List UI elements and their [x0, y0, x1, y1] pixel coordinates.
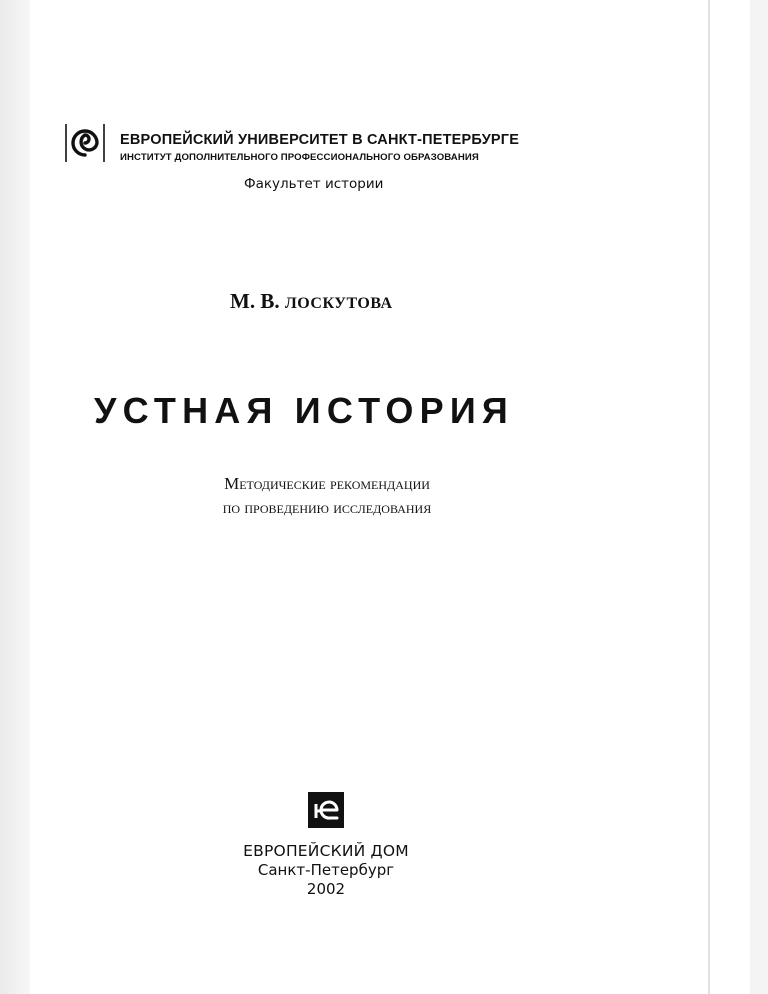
publisher-logo-icon [308, 792, 344, 828]
publisher-block [230, 842, 422, 899]
book-subtitle [187, 472, 467, 520]
author-initials: М. В. [230, 289, 280, 313]
page-edge-shadow [0, 0, 30, 994]
publication-year: 2002 [306, 880, 346, 898]
institute-name: ИНСТИТУТ ДОПОЛНИТЕЛЬНОГО ПРОФЕССИОНАЛЬНОГО ОБРАЗОВАНИЯ [120, 152, 479, 163]
faculty-name: Факультет истории [244, 176, 384, 192]
publisher-city: Санкт-Петербург [257, 861, 395, 879]
page-gutter-line [708, 0, 710, 994]
subtitle-line-1: Методические рекомендации [224, 474, 430, 493]
book-title: УСТНАЯ ИСТОРИЯ [94, 390, 514, 431]
author-name [230, 289, 393, 314]
university-name: ЕВРОПЕЙСКИЙ УНИВЕРСИТЕТ В САНКТ-ПЕТЕРБУРГЕ [120, 132, 520, 148]
university-logo-icon [64, 122, 106, 164]
author-surname: ЛОСКУТОВА [284, 295, 393, 312]
publisher-name: ЕВРОПЕЙСКИЙ ДОМ [243, 842, 409, 860]
subtitle-line-2: по проведению исследования [222, 498, 432, 517]
